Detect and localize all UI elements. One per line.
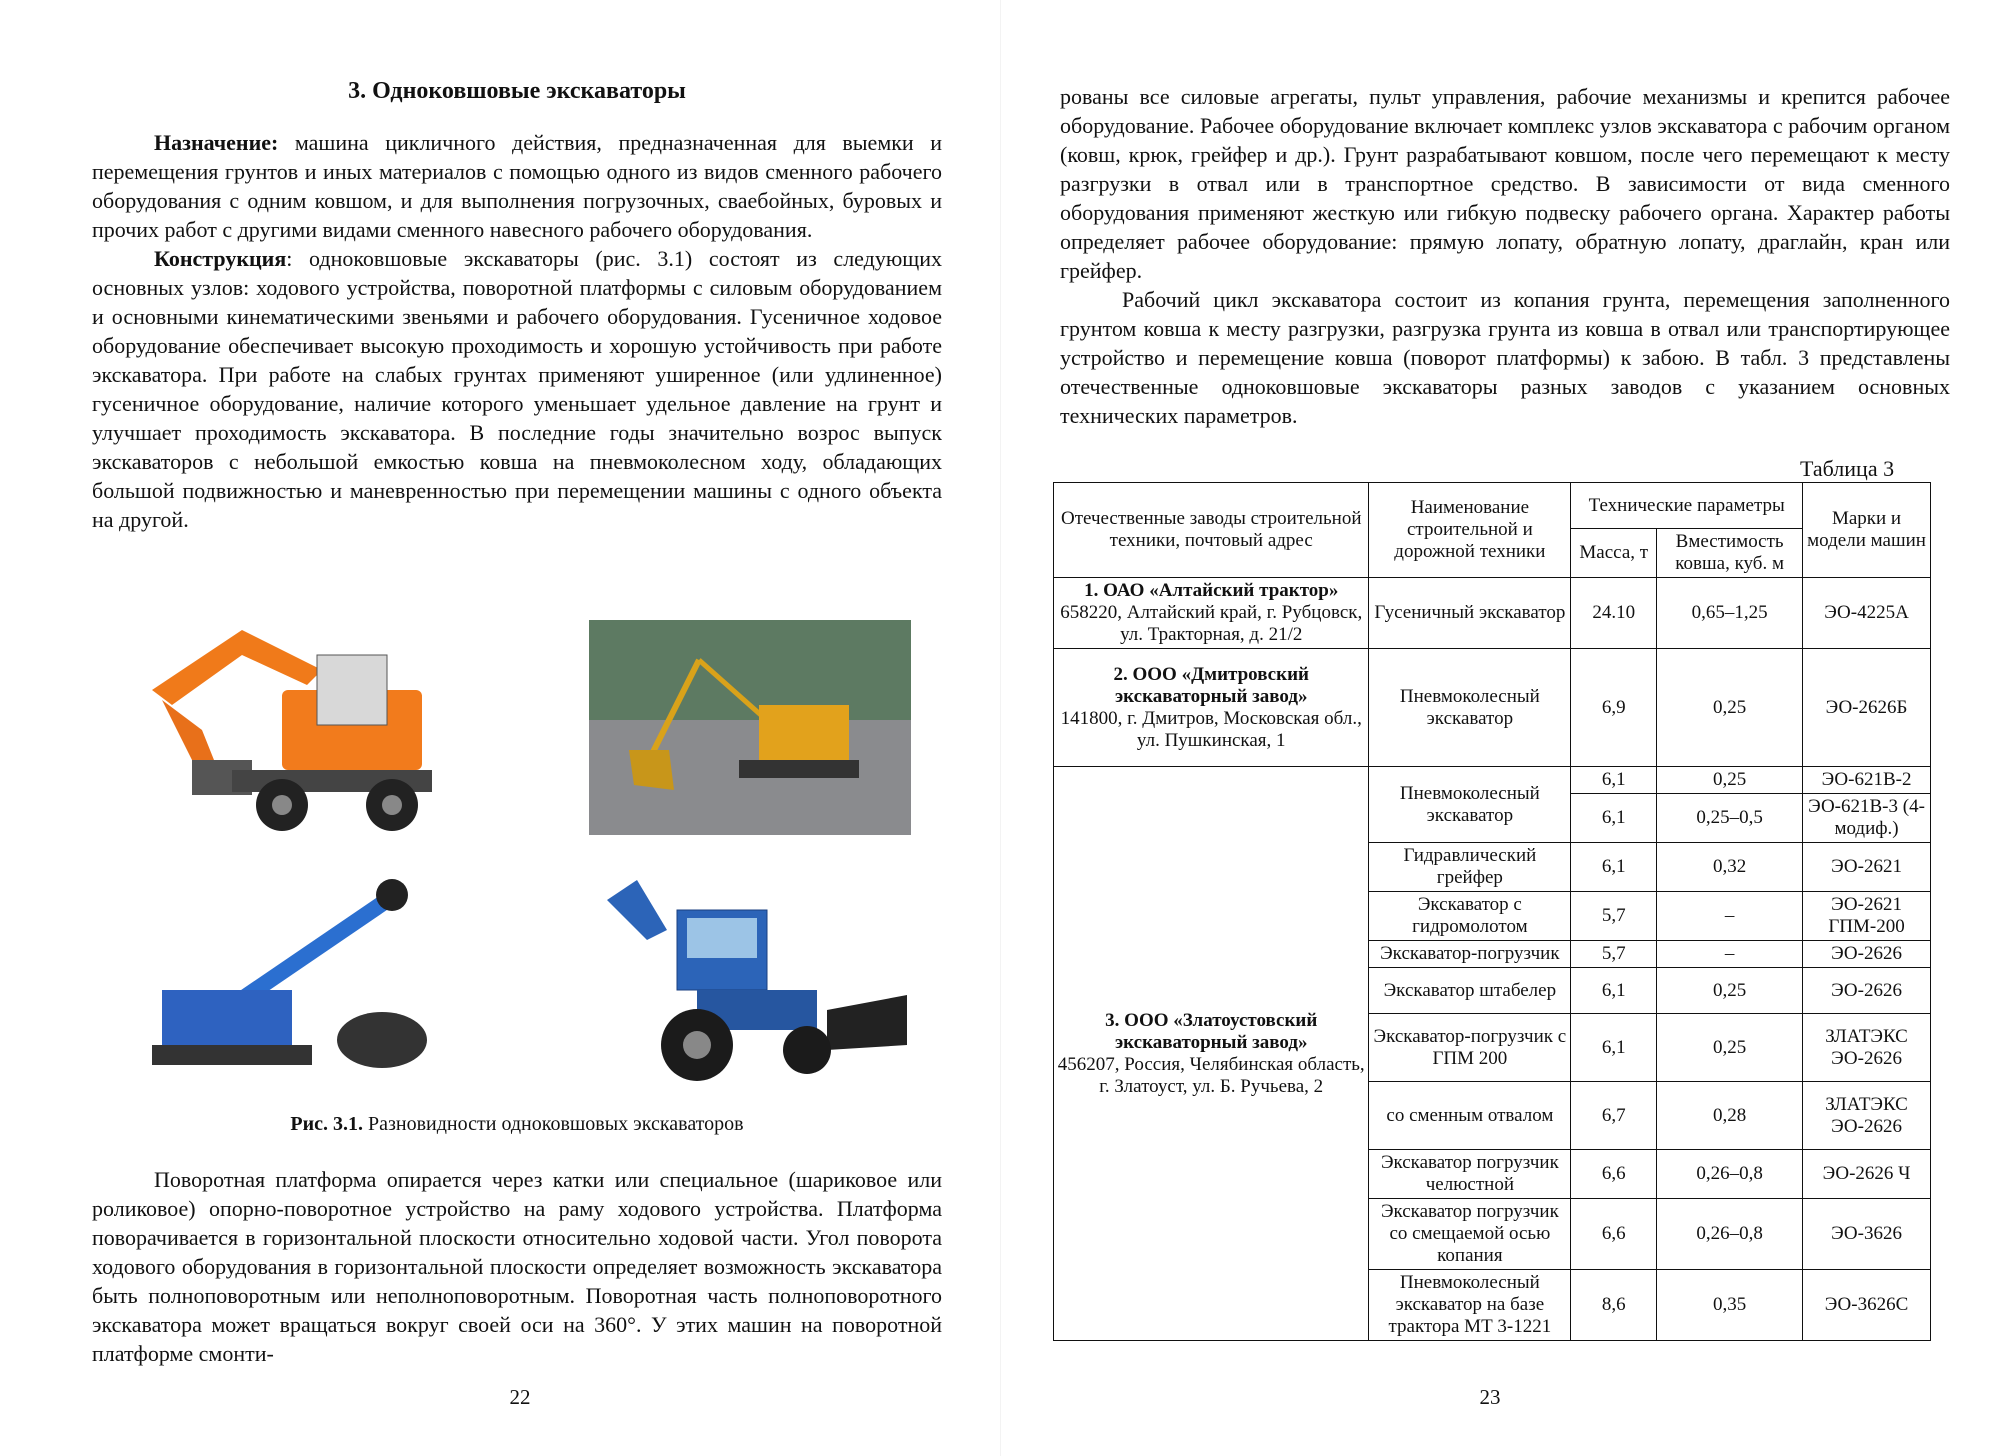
factory-name: 2. ООО «Дмитровский экскаваторный завод» [1113,663,1309,707]
model-cell: ЗЛАТЭКС ЭО-2626 [1803,1082,1931,1150]
header-mass: Масса, т [1571,529,1657,578]
table-row [1054,578,1931,649]
table-caption: Таблица 3 [1800,456,1895,481]
model-cell: ЭО-2626 [1803,941,1931,968]
name-cell: со сменным отвалом [1369,1082,1571,1150]
model-cell: ЗЛАТЭКС ЭО-2626 [1803,1014,1931,1082]
model-cell: ЭО-2626 [1803,968,1931,1014]
mass-cell: 24.10 [1571,578,1657,649]
purpose-text: машина цикличного действия, предназначенная для выемки и перемещения грунтов и иных материалов с помощью одного из видов сменного рабочего оборудования с одним ковшом, и для выполнения погрузочных, сваебойных, буровых и прочих работ с другими видами сменного навесного рабочего оборудования. [92,130,942,242]
factory-cell [1054,767,1369,1341]
factory-address: 141800, г. Дмитров, Московская обл., ул. Пушкинская, 1 [1060,707,1362,751]
figure-3-1 [92,610,942,1140]
mass-cell: 5,7 [1571,892,1657,941]
section-title: 3. Одноковшовые экскаваторы [348,78,686,104]
capacity-cell: 0,26–0,8 [1657,1150,1803,1199]
model-cell: ЭО-2626Б [1803,649,1931,767]
table-header-row [1054,483,1931,529]
capacity-cell: 0,28 [1657,1082,1803,1150]
crane-grab-photo [152,870,472,1090]
mass-cell: 6,1 [1571,968,1657,1014]
backhoe-tractor-photo [597,870,917,1090]
model-cell: ЭО-2621 ГПМ-200 [1803,892,1931,941]
capacity-cell: 0,65–1,25 [1657,578,1803,649]
mass-cell: 6,1 [1571,1014,1657,1082]
excavator-table [1053,482,1931,1341]
wheeled-excavator-photo [132,610,452,840]
name-cell: Экскаватор-погрузчик с ГПМ 200 [1369,1014,1571,1082]
name-cell: Гусеничный экскаватор [1369,578,1571,649]
mass-cell: 6,6 [1571,1199,1657,1270]
capacity-cell: 0,25 [1657,968,1803,1014]
table-row [1054,767,1931,794]
platform-section [92,1165,942,1368]
model-cell: ЭО-621В-2 [1803,767,1931,794]
capacity-cell: 0,25 [1657,1014,1803,1082]
capacity-cell: 0,35 [1657,1270,1803,1341]
mass-cell: 6,7 [1571,1082,1657,1150]
model-cell: ЭО-621В-3 (4-модиф.) [1803,794,1931,843]
mass-cell: 6,9 [1571,649,1657,767]
model-cell: ЭО-3626С [1803,1270,1931,1341]
model-cell: ЭО-2626 Ч [1803,1150,1931,1199]
capacity-cell: 0,32 [1657,843,1803,892]
continuation-paragraph: рованы все силовые агрегаты, пульт управления, рабочие механизмы и крепится рабочее оборудование. Рабочее оборудование включает комплекс узлов экскаватора с рабочим органом (ковш, крюк, грейфер и др.). Грунт разрабатывают ковшом, после чего перемещают к месту разгрузки в отвал или в транспортное средство. В зависимости от вида сменного оборудования применяют жесткую или гибкую подвеску рабочего органа. Характер работы определяет рабочее оборудование: прямую лопату, обратную лопату, драглайн, кран или грейфер. [1060,84,1950,283]
name-cell: Пневмоколесный экскаватор [1369,649,1571,767]
construction-text: : одноковшовые экскаваторы (рис. 3.1) состоят из следующих основных узлов: ходового устройства, поворотной платформы с силовым оборудованием и основными кинематическими звеньями и рабочего оборудования. Гусеничное ходовое оборудование обеспечивает высокую проходимость и хорошую устойчивость при работе экскаватора. При работе на слабых грунтах применяют уширенное (или удлиненное) гусеничное оборудование, наличие которого уменьшает удельное давление на грунт и улучшает проходимость экскаватора. В последние годы значительно возрос выпуск экскаваторов с небольшой емкостью ковша на пневмоколесном ходу, обладающих большой подвижностью и маневренностью при перемещении машины с одного объекта на другой. [92,246,942,532]
cycle-paragraph: Рабочий цикл экскаватора состоит из копания грунта, перемещения заполненного грунтом ковша к месту разгрузки, разгрузка грунта из ковша в отвал или транспортирующее устройство и перемещение ковша (поворот платформы) к забою. В табл. 3 представлены отечественные одноковшовые экскаваторы разных заводов с указанием основных технических параметров. [1060,287,1950,428]
capacity-cell: 0,25 [1657,767,1803,794]
capacity-cell: 0,26–0,8 [1657,1199,1803,1270]
header-factory: Отечественные заводы строительной техники, почтовый адрес [1054,483,1369,578]
model-cell: ЭО-4225А [1803,578,1931,649]
name-cell: Экскаватор штабелер [1369,968,1571,1014]
factory-address: 456207, Россия, Челябинская область, г. Златоуст, ул. Б. Ручьева, 2 [1057,1053,1365,1097]
name-cell: Пневмоколесный экскаватор на базе трактора МТ 3-1221 [1369,1270,1571,1341]
capacity-cell: – [1657,941,1803,968]
mass-cell: 6,1 [1571,843,1657,892]
header-model: Марки и модели машин [1803,483,1931,578]
capacity-cell: 0,25 [1657,649,1803,767]
name-cell: Гидравлический грейфер [1369,843,1571,892]
header-name: Наименование строительной и дорожной техники [1369,483,1571,578]
table-row [1054,649,1931,767]
header-tech: Технические параметры [1571,483,1803,529]
factory-cell [1054,649,1369,767]
model-cell: ЭО-2621 [1803,843,1931,892]
name-cell: Экскаватор погрузчик со смещаемой осью копания [1369,1199,1571,1270]
page-number-right: 23 [1479,1385,1501,1409]
mass-cell: 8,6 [1571,1270,1657,1341]
crawler-excavator-photo [589,620,911,835]
page-number-left: 22 [509,1385,531,1409]
figure-caption-text: Разновидности одноковшовых экскаваторов [363,1113,744,1135]
intro-paragraphs [92,128,942,534]
mass-cell: 5,7 [1571,941,1657,968]
name-cell: Экскаватор погрузчик челюстной [1369,1150,1571,1199]
purpose-label: Назначение: [154,130,279,155]
mass-cell: 6,1 [1571,767,1657,794]
factory-name: 3. ООО «Златоустовский экскаваторный завод» [1105,1009,1318,1053]
factory-name: 1. ОАО «Алтайский трактор» [1084,580,1339,601]
construction-paragraph [92,244,942,534]
figure-caption-label: Рис. 3.1. [290,1113,363,1135]
name-cell: Экскаватор с гидромолотом [1369,892,1571,941]
purpose-paragraph [92,128,942,244]
figure-caption [92,1113,942,1136]
mass-cell: 6,6 [1571,1150,1657,1199]
factory-cell [1054,578,1369,649]
factory-address: 658220, Алтайский край, г. Рубцовск, ул. Тракторная, д. 21/2 [1060,602,1363,645]
capacity-cell: 0,25–0,5 [1657,794,1803,843]
name-cell: Пневмоколесный экскаватор [1369,767,1571,843]
header-capacity: Вместимость ковша, куб. м [1657,529,1803,578]
platform-paragraph: Поворотная платформа опирается через катки или специальное (шариковое или роликовое) опорно-поворотное устройство на раму ходового устройства. Платформа поворачивается в горизонтальной плоскости относительно ходовой части. Угол поворота ходового оборудования в горизонтальной плоскости определяет возможность экскаватора быть полноповоротным или неполноповоротным. Поворотная часть полноповоротного экскаватора может вращаться вокруг своей оси на 360°. У этих машин на поворотной платформе смонти- [92,1167,942,1366]
name-cell: Экскаватор-погрузчик [1369,941,1571,968]
capacity-cell: – [1657,892,1803,941]
construction-label: Конструкция [154,246,287,271]
mass-cell: 6,1 [1571,794,1657,843]
right-text [1060,82,1950,430]
model-cell: ЭО-3626 [1803,1199,1931,1270]
